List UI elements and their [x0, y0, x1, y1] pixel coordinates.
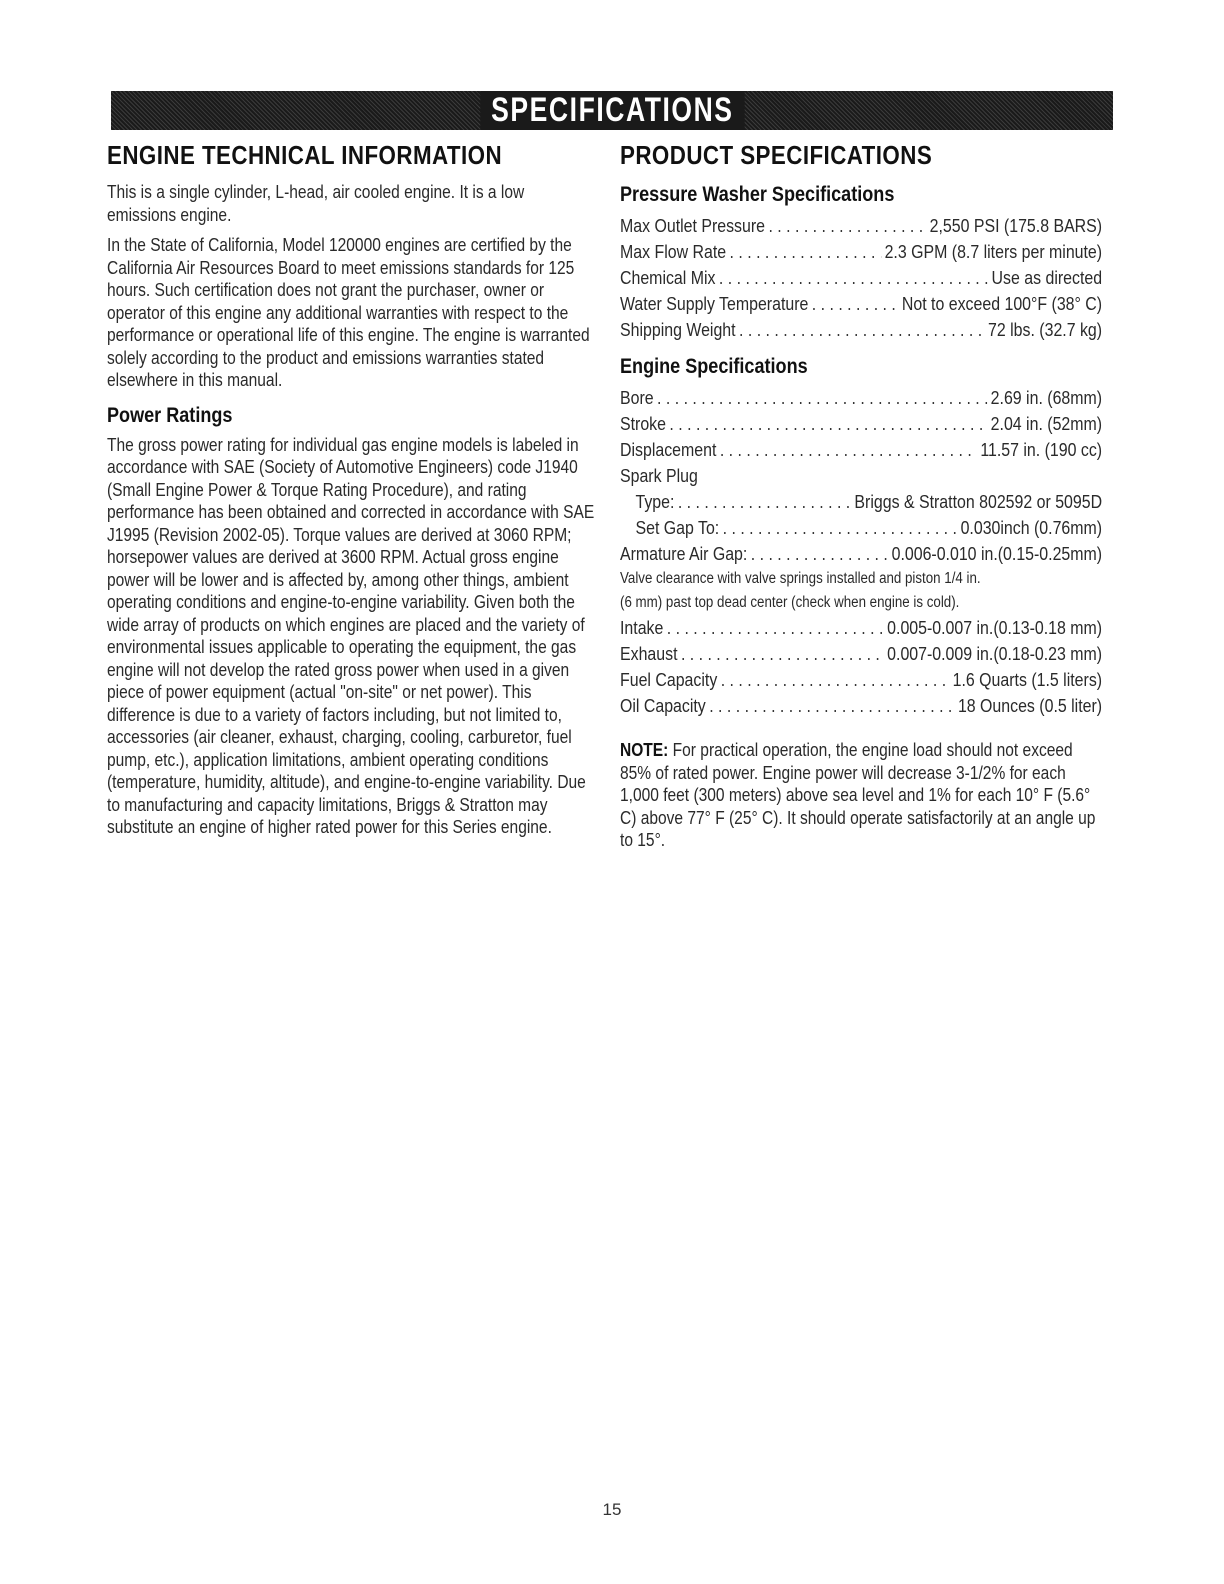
- spec-value: 0.007-0.009 in.(0.18-0.23 mm): [887, 643, 1103, 664]
- spec-label: Oil Capacity: [620, 695, 706, 716]
- note-text: For practical operation, the engine load should not exceed 85% of rated power. Engine power will decrease 3-1/2% for each 1,000 feet (300 meters) above sea level and 1% for each 10° F (5.6° C) above 77° F (25° C). It should operate satisfactorily at an angle up to 15°.: [620, 739, 1096, 850]
- pressure-washer-spec-list: [620, 213, 1102, 343]
- spec-label: Armature Air Gap:: [620, 543, 748, 564]
- spec-value: 2.69 in. (68mm): [990, 387, 1103, 408]
- spec-value: 2,550 PSI (175.8 BARS): [929, 215, 1103, 236]
- valve-clearance-note-line-1: Valve clearance with valve springs installed and piston 1/4 in.: [620, 570, 981, 587]
- spec-row-stroke: [620, 411, 1102, 437]
- spec-row-fuel-capacity: [620, 667, 1102, 693]
- spec-row-intake: [620, 615, 1102, 641]
- spec-row-oil-capacity: [620, 693, 1102, 719]
- banner-title: SPECIFICATIONS: [480, 91, 744, 130]
- power-ratings-heading: Power Ratings: [107, 403, 233, 427]
- spec-value: 0.030inch (0.76mm): [960, 517, 1103, 538]
- spec-row-shipping-weight: [620, 317, 1102, 343]
- spec-label: Shipping Weight: [620, 319, 736, 340]
- engine-spec-list: [620, 385, 1102, 719]
- spec-value: 0.005-0.007 in.(0.13-0.18 mm): [887, 617, 1103, 638]
- spec-value: Not to exceed 100°F (38° C): [901, 293, 1103, 314]
- note-label: NOTE:: [620, 739, 669, 760]
- spec-value: 2.3 GPM (8.7 liters per minute): [884, 241, 1103, 262]
- spec-label: Chemical Mix: [620, 267, 716, 288]
- spec-label: Water Supply Temperature: [620, 293, 809, 314]
- engine-intro-paragraph: This is a single cylinder, L-head, air cooled engine. It is a low emissions engine.: [107, 181, 525, 225]
- spec-row-armature-air-gap: [620, 541, 1102, 567]
- spec-label: Max Flow Rate: [620, 241, 727, 262]
- page-number: 15: [602, 1500, 622, 1519]
- spec-label: Exhaust: [620, 643, 678, 664]
- spec-row-chemical-mix: [620, 265, 1102, 291]
- pressure-washer-specifications-heading: Pressure Washer Specifications: [620, 183, 895, 206]
- spec-value: 2.04 in. (52mm): [990, 413, 1103, 434]
- spec-label: Type:: [635, 491, 675, 512]
- spec-row-water-supply-temperature: [620, 291, 1102, 317]
- operation-note: [620, 739, 1102, 852]
- spark-plug-label: Spark Plug: [620, 465, 698, 486]
- valve-clearance-note-line-2: (6 mm) past top dead center (check when engine is cold).: [620, 594, 960, 611]
- spec-row-exhaust: [620, 641, 1102, 667]
- spec-value: 1.6 Quarts (1.5 liters): [952, 669, 1103, 690]
- spec-row-max-outlet-pressure: [620, 213, 1102, 239]
- engine-technical-information-column: [107, 140, 597, 847]
- spec-label: Stroke: [620, 413, 666, 434]
- spec-row-displacement: [620, 437, 1102, 463]
- spec-value: 0.006-0.010 in.(0.15-0.25mm): [891, 543, 1103, 564]
- engine-technical-information-heading: ENGINE TECHNICAL INFORMATION: [107, 140, 503, 170]
- spec-label: Max Outlet Pressure: [620, 215, 766, 236]
- engine-specifications-heading: Engine Specifications: [620, 355, 808, 378]
- spec-row-max-flow-rate: [620, 239, 1102, 265]
- spec-row-bore: [620, 385, 1102, 411]
- spec-value: Use as directed: [991, 267, 1103, 288]
- product-specifications-heading: PRODUCT SPECIFICATIONS: [620, 140, 933, 170]
- spec-label: Set Gap To:: [635, 517, 720, 538]
- spec-value: Briggs & Stratton 802592 or 5095D: [854, 491, 1103, 512]
- power-ratings-paragraph: The gross power rating for individual gas engine models is labeled in accordance with SAE (Society of Automotive Engineers) code J1940 (Small Engine Power & Torque Rating Procedure), and rating performance has been obtained and corrected in accordance with SAE J1995 (Revision 2002-05). Torque values are derived at 3060 RPM; horsepower values are derived at 3600 RPM. Actual gross engine power will be lower and is affected by, among other things, ambient operating conditions and engine-to-engine variability. Given both the wide array of products on which engines are placed and the variety of environmental issues applicable to operating the equipment, the gas engine will not develop the rated gross power when used in a given piece of power equipment (actual "on-site" or net power). This difference is due to a variety of factors including, but not limited to, accessories (air cleaner, exhaust, charging, cooling, carburetor, fuel pump, etc.), application limitations, ambient operating conditions (temperature, humidity, altitude), and engine-to-engine variability. Due to manufacturing and capacity limitations, Briggs & Stratton may substitute an engine of higher rated power for this Series engine.: [107, 433, 595, 837]
- spec-label: Bore: [620, 387, 654, 408]
- product-specifications-column: [620, 140, 1102, 852]
- spec-value: 72 lbs. (32.7 kg): [987, 319, 1103, 340]
- spec-label: Intake: [620, 617, 664, 638]
- spec-value: 18 Ounces (0.5 liter): [957, 695, 1103, 716]
- spec-row-set-gap: [620, 515, 1102, 541]
- spec-label: Displacement: [620, 439, 717, 460]
- spec-row-spark-plug-type: [620, 489, 1102, 515]
- spec-value: 11.57 in. (190 cc): [980, 439, 1103, 460]
- specifications-banner: [111, 91, 1113, 130]
- spec-label: Fuel Capacity: [620, 669, 718, 690]
- california-certification-paragraph: In the State of California, Model 120000 engines are certified by the California Air Resources Board to meet emissions standards for 125 hours. Such certification does not grant the purchaser, owner or operator of this engine any additional warranties with respect to the performance or operational life of this engine. The engine is warranted solely according to the product and emissions warranties stated elsewhere in this manual.: [107, 234, 590, 390]
